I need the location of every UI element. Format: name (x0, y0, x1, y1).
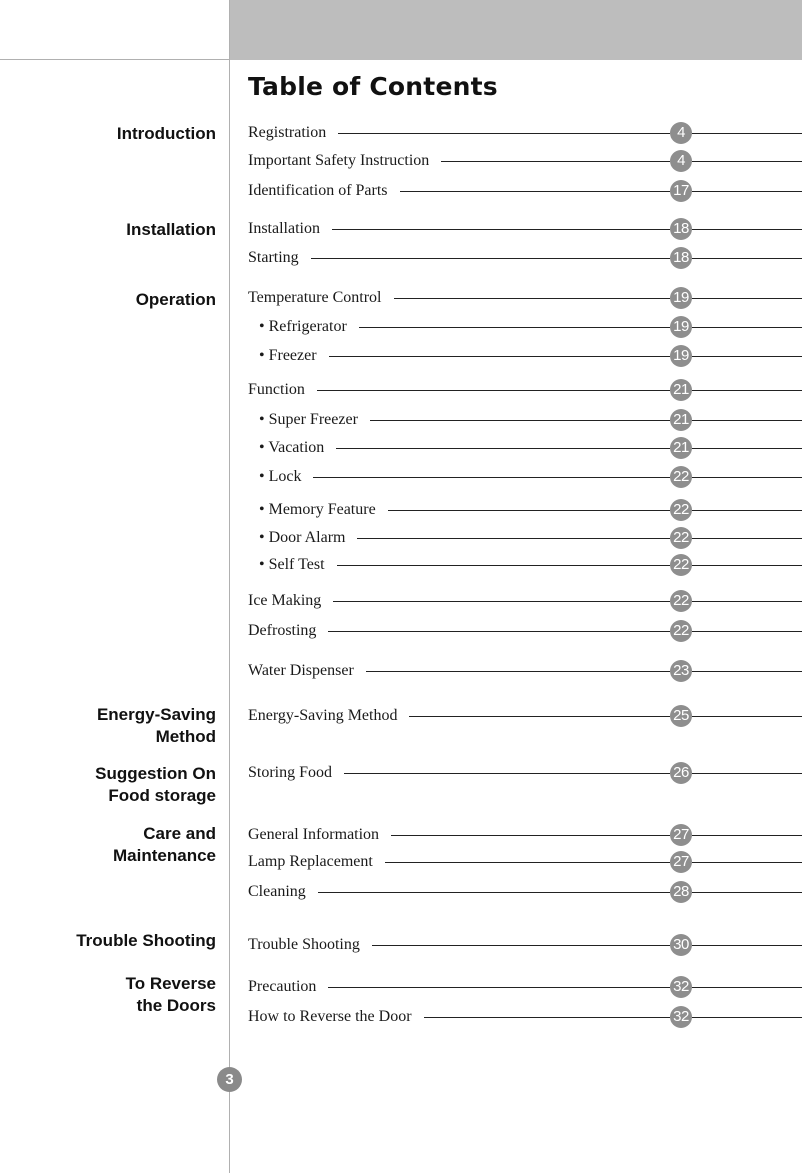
leader-line (441, 161, 670, 162)
leader-line (372, 945, 670, 946)
leader-line (337, 565, 670, 566)
page-number-badge: 21 (670, 437, 692, 459)
leader-line (332, 229, 670, 230)
leader-line-tail (692, 565, 802, 566)
toc-entry-title: Registration (248, 124, 327, 141)
toc-entry[interactable] (248, 934, 802, 956)
toc-entry[interactable] (248, 762, 802, 784)
toc-entry-title: Important Safety Instruction (248, 152, 430, 169)
leader-line-tail (692, 258, 802, 259)
leader-line-tail (692, 716, 802, 717)
toc-entry[interactable] (248, 499, 802, 521)
leader-line-tail (692, 1017, 802, 1018)
toc-entry[interactable] (248, 218, 802, 240)
toc-entry[interactable] (248, 620, 802, 642)
section-label-trouble: Trouble Shooting (76, 931, 216, 950)
toc-entry-title: Energy-Saving Method (248, 707, 398, 724)
toc-entry[interactable] (248, 705, 802, 727)
toc-entry-title: Defrosting (248, 622, 317, 639)
page-number-badge: 17 (670, 180, 692, 202)
page-title: Table of Contents (248, 72, 498, 101)
page-number-badge: 21 (670, 379, 692, 401)
toc-entry-title: Storing Food (248, 764, 333, 781)
page-number-badge: 26 (670, 762, 692, 784)
leader-line (359, 327, 670, 328)
toc-entry-title: How to Reverse the Door (248, 1008, 412, 1025)
section-label-care: Care and Maintenance (113, 824, 216, 865)
toc-entry-title: Installation (248, 220, 320, 237)
toc-entry-title: • Self Test (259, 556, 325, 573)
toc-entry-title: Function (248, 381, 305, 398)
toc-entry[interactable] (248, 466, 802, 488)
page-number-badge: 22 (670, 466, 692, 488)
leader-line (313, 477, 670, 478)
leader-line-tail (692, 835, 802, 836)
section-label-suggestion: Suggestion On Food storage (95, 764, 216, 805)
leader-line (409, 716, 670, 717)
leader-line (317, 390, 670, 391)
page-number-badge: 3 (217, 1067, 242, 1092)
toc-entry-title: • Door Alarm (259, 529, 346, 546)
toc-entry[interactable] (248, 150, 802, 172)
toc-entry-title: • Vacation (259, 439, 325, 456)
leader-line (329, 356, 670, 357)
leader-line-tail (692, 945, 802, 946)
leader-line-tail (692, 191, 802, 192)
leader-line-tail (692, 773, 802, 774)
toc-entry-title: Temperature Control (248, 289, 382, 306)
toc-entry-title: Starting (248, 249, 299, 266)
leader-line (311, 258, 670, 259)
toc-entry[interactable] (248, 180, 802, 202)
toc-entry[interactable] (248, 345, 802, 367)
leader-line (338, 133, 670, 134)
toc-entry[interactable] (248, 287, 802, 309)
leader-line-tail (692, 298, 802, 299)
page-number-badge: 23 (670, 660, 692, 682)
toc-entry[interactable] (248, 1006, 802, 1028)
section-label-introduction: Introduction (116, 124, 216, 143)
page-number-badge: 22 (670, 620, 692, 642)
leader-line (328, 631, 670, 632)
header-divider (0, 59, 230, 60)
toc-entry[interactable] (248, 122, 802, 144)
page-number-badge: 19 (670, 316, 692, 338)
page-number-badge: 32 (670, 1006, 692, 1028)
leader-line (400, 191, 670, 192)
page-number-badge: 4 (670, 122, 692, 144)
leader-line-tail (692, 538, 802, 539)
leader-line-tail (692, 671, 802, 672)
leader-line (366, 671, 670, 672)
section-label-energy-saving: Energy-Saving Method (96, 705, 216, 746)
leader-line-tail (692, 161, 802, 162)
toc-entry-title: Precaution (248, 978, 317, 995)
page-number-badge: 27 (670, 851, 692, 873)
page-number-badge: 19 (670, 287, 692, 309)
leader-line-tail (692, 862, 802, 863)
section-label-reverse: To Reverse the Doors (125, 974, 216, 1015)
toc-entry-title: Lamp Replacement (248, 853, 373, 870)
toc-entry[interactable] (248, 590, 802, 612)
leader-line-tail (692, 133, 802, 134)
toc-entry-title: Trouble Shooting (248, 936, 360, 953)
leader-line-tail (692, 390, 802, 391)
leader-line-tail (692, 892, 802, 893)
page-number-badge: 22 (670, 590, 692, 612)
page-number-badge: 27 (670, 824, 692, 846)
toc-entry[interactable] (248, 437, 802, 459)
toc-entry-title: • Refrigerator (259, 318, 347, 335)
leader-line (344, 773, 670, 774)
leader-line-tail (692, 448, 802, 449)
toc-entry[interactable] (248, 881, 802, 903)
page-number-badge: 19 (670, 345, 692, 367)
toc-entry[interactable] (248, 851, 802, 873)
toc-entry-title: General Information (248, 826, 380, 843)
toc-entry-title: Water Dispenser (248, 662, 354, 679)
page-number-badge: 22 (670, 499, 692, 521)
page-number-badge: 25 (670, 705, 692, 727)
toc-entry-title: Identification of Parts (248, 182, 388, 199)
toc-entry-title: Cleaning (248, 883, 306, 900)
leader-line (391, 835, 670, 836)
page-number-badge: 32 (670, 976, 692, 998)
leader-line-tail (692, 356, 802, 357)
section-label-installation: Installation (126, 220, 216, 239)
page-number-badge: 4 (670, 150, 692, 172)
toc-entry-title: • Freezer (259, 347, 317, 364)
leader-line (328, 987, 670, 988)
page-number-badge: 28 (670, 881, 692, 903)
page-number-badge: 22 (670, 554, 692, 576)
toc-entry[interactable] (248, 527, 802, 549)
leader-line (336, 448, 670, 449)
section-label-operation: Operation (135, 290, 216, 309)
leader-line (318, 892, 670, 893)
toc-entry[interactable] (248, 316, 802, 338)
page-number-badge: 21 (670, 409, 692, 431)
leader-line-tail (692, 420, 802, 421)
toc-entry-title: • Super Freezer (259, 411, 358, 428)
leader-line-tail (692, 477, 802, 478)
toc-entry-title: Ice Making (248, 592, 322, 609)
toc-entry[interactable] (248, 824, 802, 846)
leader-line-tail (692, 987, 802, 988)
leader-line-tail (692, 327, 802, 328)
toc-entry-title: • Lock (259, 468, 302, 485)
page-number-badge: 30 (670, 934, 692, 956)
leader-line-tail (692, 229, 802, 230)
toc-entry-title: • Memory Feature (259, 501, 376, 518)
leader-line (333, 601, 670, 602)
toc-entry[interactable] (248, 554, 802, 576)
margin-divider (229, 0, 230, 1173)
toc-entry[interactable] (248, 976, 802, 998)
leader-line (394, 298, 670, 299)
leader-line (388, 510, 670, 511)
header-band (230, 0, 802, 60)
leader-line (424, 1017, 670, 1018)
toc-entry[interactable] (248, 409, 802, 431)
leader-line (385, 862, 670, 863)
toc-entry[interactable] (248, 379, 802, 401)
toc-entry[interactable] (248, 660, 802, 682)
leader-line-tail (692, 510, 802, 511)
leader-line-tail (692, 631, 802, 632)
leader-line-tail (692, 601, 802, 602)
page-number-badge: 18 (670, 218, 692, 240)
toc-entry[interactable] (248, 247, 802, 269)
page-number-badge: 18 (670, 247, 692, 269)
leader-line (370, 420, 670, 421)
page-number-badge: 22 (670, 527, 692, 549)
leader-line (357, 538, 670, 539)
